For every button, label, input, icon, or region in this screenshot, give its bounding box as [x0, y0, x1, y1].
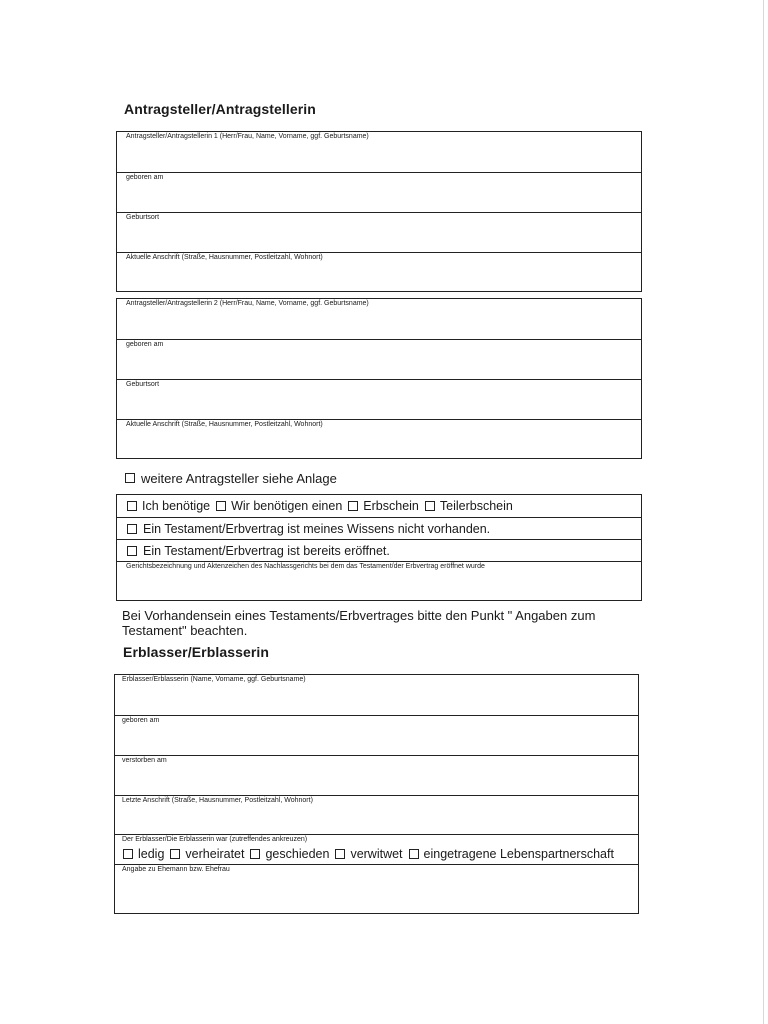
applicant1-birthdate-field[interactable] — [117, 173, 641, 213]
applicant2-birthdate-field[interactable] — [117, 340, 641, 380]
more-applicants-label: weitere Antragsteller siehe Anlage — [141, 470, 337, 486]
deceased-deathdate-label: verstorben am — [122, 757, 167, 764]
deceased-address-label: Letzte Anschrift (Straße, Hausnummer, Postleitzahl, Wohnort) — [122, 797, 313, 804]
applicant1-name-label: Antragsteller/Antragstellerin 1 (Herr/Frau, Name, Vorname, ggf. Geburtsname) — [126, 133, 369, 140]
certificate-request-row — [117, 495, 641, 518]
deceased-birthdate-field[interactable] — [115, 716, 638, 756]
need-single-checkbox[interactable] — [127, 501, 137, 511]
deceased-address-field[interactable] — [115, 796, 638, 835]
need-single-label: Ich benötige — [142, 499, 211, 513]
court-reference-label: Gerichtsbezeichnung und Aktenzeichen des Nachlassgerichts bei dem das Testament/der Erbvertrag eröffnet wurde — [126, 563, 485, 570]
deceased-name-field[interactable] — [115, 675, 638, 716]
erbschein-label: Erbschein — [363, 499, 419, 513]
applicant1-name-field[interactable] — [117, 132, 641, 173]
applicant2-address-field[interactable] — [117, 420, 641, 458]
applicant1-address-field[interactable] — [117, 253, 641, 291]
applicant2-box — [116, 298, 642, 459]
status-ledig-label: ledig — [138, 847, 165, 861]
applicant1-birthplace-field[interactable] — [117, 213, 641, 253]
section-title-deceased: Erblasser/Erblasserin — [123, 644, 270, 660]
deceased-name-label: Erblasser/Erblasserin (Name, Vorname, ggf. Geburtsname) — [122, 676, 306, 683]
applicant2-address-label: Aktuelle Anschrift (Straße, Hausnummer, Postleitzahl, Wohnort) — [126, 421, 323, 428]
need-plural-checkbox[interactable] — [216, 501, 226, 511]
teilerbschein-checkbox[interactable] — [425, 501, 435, 511]
need-plural-label: Wir benötigen einen — [231, 499, 343, 513]
testament-note: Bei Vorhandensein eines Testaments/Erbvertrages bitte den Punkt " Angaben zum Testament" beachten. — [122, 608, 596, 638]
deceased-birthdate-label: geboren am — [122, 717, 160, 724]
testament-opened-row — [117, 540, 641, 562]
marital-status-row — [115, 835, 638, 865]
status-ledig-checkbox[interactable] — [123, 849, 133, 859]
erbschein-checkbox[interactable] — [348, 501, 358, 511]
testament-opened-label: Ein Testament/Erbvertrag ist bereits eröffnet. — [143, 543, 390, 558]
applicant1-box — [116, 131, 642, 292]
spouse-label: Angabe zu Ehemann bzw. Ehefrau — [122, 866, 230, 873]
no-testament-row — [117, 518, 641, 540]
scan-edge — [763, 0, 764, 1024]
status-verheiratet-label: verheiratet — [185, 847, 245, 861]
applicant2-birthplace-label: Geburtsort — [126, 381, 160, 388]
no-testament-label: Ein Testament/Erbvertrag ist meines Wissens nicht vorhanden. — [143, 521, 491, 536]
applicant2-name-label: Antragsteller/Antragstellerin 2 (Herr/Frau, Name, Vorname, ggf. Geburtsname) — [126, 300, 369, 307]
certificate-box — [116, 494, 642, 601]
more-applicants-line — [125, 469, 337, 487]
status-partnerschaft-label: eingetragene Lebenspartnerschaft — [423, 847, 614, 861]
no-testament-checkbox[interactable] — [127, 524, 137, 534]
status-verwitwet-label: verwitwet — [350, 847, 403, 861]
applicant1-birthdate-label: geboren am — [126, 174, 164, 181]
teilerbschein-label: Teilerbschein — [439, 499, 513, 513]
spouse-field[interactable] — [115, 865, 638, 913]
status-partnerschaft-checkbox[interactable] — [409, 849, 419, 859]
status-geschieden-checkbox[interactable] — [250, 849, 260, 859]
applicant2-name-field[interactable] — [117, 299, 641, 340]
status-verwitwet-checkbox[interactable] — [335, 849, 345, 859]
status-geschieden-label: geschieden — [265, 847, 330, 861]
more-applicants-checkbox[interactable] — [125, 473, 135, 483]
testament-opened-checkbox[interactable] — [127, 546, 137, 556]
applicant2-birthdate-label: geboren am — [126, 341, 164, 348]
applicant2-birthplace-field[interactable] — [117, 380, 641, 420]
deceased-box — [114, 674, 639, 914]
deceased-deathdate-field[interactable] — [115, 756, 638, 796]
section-title-applicant: Antragsteller/Antragstellerin — [124, 101, 316, 117]
applicant1-birthplace-label: Geburtsort — [126, 214, 160, 221]
court-reference-field[interactable] — [117, 562, 641, 600]
marital-status-label: Der Erblasser/Die Erblasserin war (zutreffendes ankreuzen) — [122, 836, 308, 843]
status-verheiratet-checkbox[interactable] — [170, 849, 180, 859]
applicant1-address-label: Aktuelle Anschrift (Straße, Hausnummer, Postleitzahl, Wohnort) — [126, 254, 323, 261]
